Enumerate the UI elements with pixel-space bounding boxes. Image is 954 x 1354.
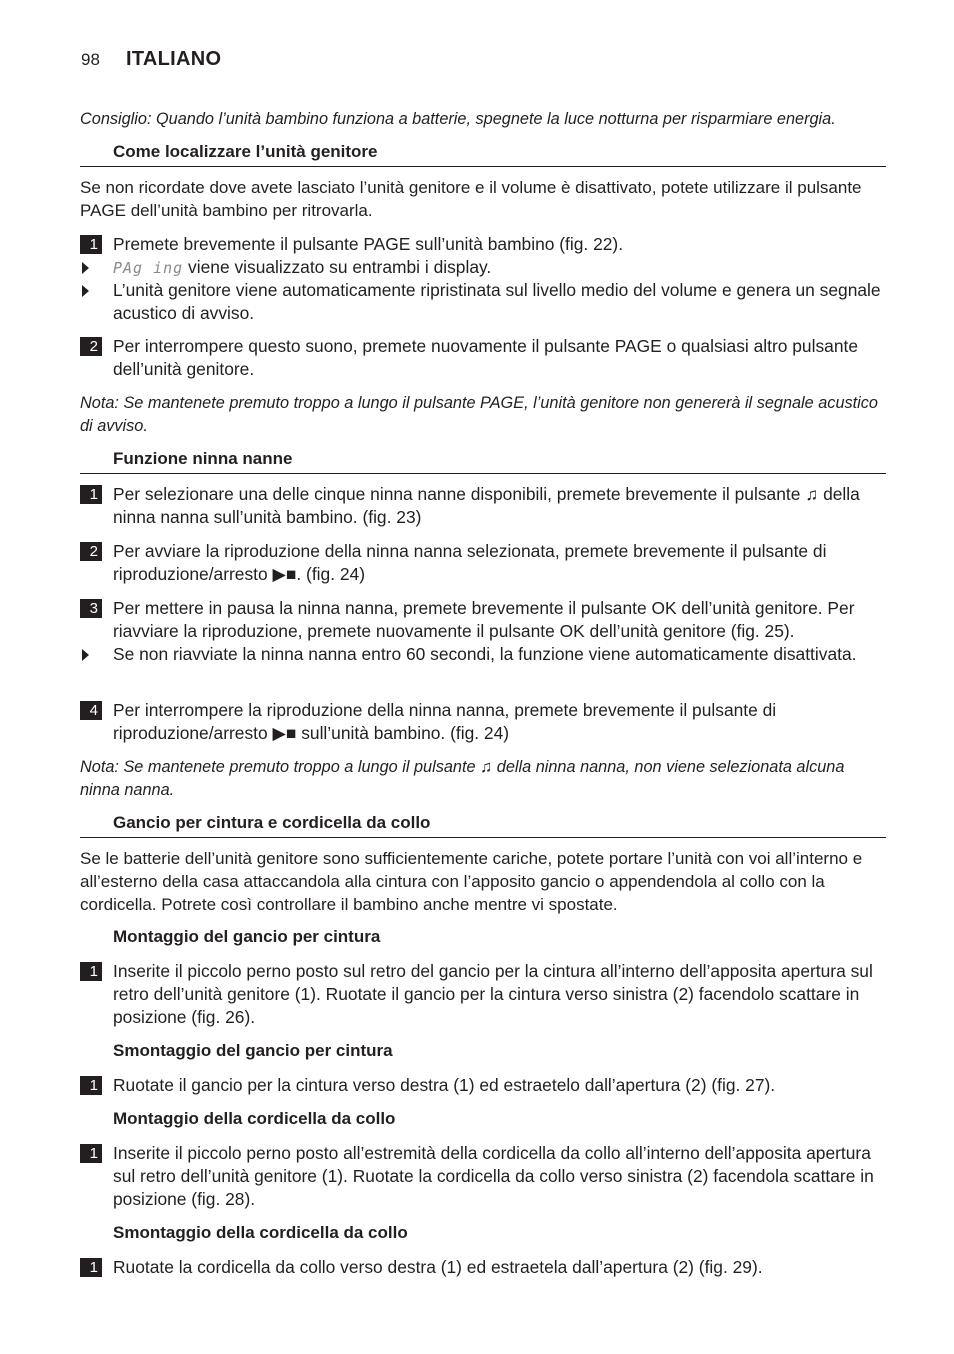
section-heading-locate — [80, 142, 886, 167]
section-title: Come localizzare l’unità genitore — [113, 142, 378, 161]
subsection-title: Montaggio della cordicella da collo — [113, 1109, 396, 1128]
step-text: Ruotate il gancio per la cintura verso destra (1) ed estraetelo dall’apertura (2) (fig. 27). — [113, 1075, 776, 1095]
step-number: 4 — [80, 701, 102, 720]
section-title: Gancio per cintura e cordicella da collo — [113, 813, 431, 832]
language-header: ITALIANO — [126, 48, 222, 70]
step-number: 3 — [80, 599, 102, 618]
bullet-text: L’unità genitore viene automaticamente ripristinata sul livello medio del volume e genera un segnale acustico di avviso. — [113, 280, 881, 323]
tip-text: Consiglio: Quando l’unità bambino funziona a batterie, spegnete la luce notturna per risparmiare energia. — [80, 110, 836, 128]
step-text: Per interrompere questo suono, premete nuovamente il pulsante PAGE o qualsiasi altro pulsante dell’unità genitore. — [113, 336, 859, 379]
step-text: Per selezionare una delle cinque ninna nanne disponibili, premete brevemente il pulsante ♫ della ninna nanna sull’unità bambino. (fig. 23) — [113, 484, 860, 527]
bullet-icon — [82, 262, 89, 274]
section-heading-belt-clip — [80, 813, 886, 838]
section-intro: Se non ricordate dove avete lasciato l’unità genitore e il volume è disattivato, potete utilizzare il pulsante PAGE dell’unità bambino per ritrovarla. — [80, 178, 862, 220]
subsection-title: Smontaggio della cordicella da collo — [113, 1223, 408, 1242]
note-text: Nota: Se mantenete premuto troppo a lungo il pulsante PAGE, l’unità genitore non genererà il segnale acustico di avviso. — [80, 394, 878, 435]
step-number: 2 — [80, 337, 102, 356]
step-text: Ruotate la cordicella da collo verso destra (1) ed estraetela dall’apertura (2) (fig. 29). — [113, 1257, 763, 1277]
subsection-title: Montaggio del gancio per cintura — [113, 927, 381, 946]
bullet-text: PAg ing viene visualizzato su entrambi i display. — [113, 257, 492, 277]
subsection-title: Smontaggio del gancio per cintura — [113, 1041, 393, 1060]
bullet-icon — [82, 285, 89, 297]
bullet-text: Se non riavviate la ninna nanna entro 60 secondi, la funzione viene automaticamente disattivata. — [113, 644, 857, 664]
step-text: Per interrompere la riproduzione della ninna nanna, premete brevemente il pulsante di riproduzione/arresto ▶■ sull’unità bambino. (fig. 24) — [113, 700, 777, 743]
page-number: 98 — [81, 50, 100, 69]
step-text: Inserite il piccolo perno posto sul retro del gancio per la cintura all’interno dell’apposita apertura sul retro dell’unità genitore (1). Ruotate il gancio per la cintura verso sinistra (2) facendolo scattare in posizione (fig. 26). — [113, 961, 873, 1027]
bullet-icon — [82, 649, 89, 661]
section-intro: Se le batterie dell’unità genitore sono sufficientemente cariche, potete portare l’unità con voi all’interno e all’esterno della casa attaccandola alla cintura con l’apposito gancio o appendendola al collo con la cordicella. Potrete così controllare il bambino anche mentre vi spostate. — [80, 849, 863, 914]
section-heading-lullaby — [80, 449, 886, 474]
lcd-display-text: PAg ing — [113, 259, 184, 277]
step-number: 2 — [80, 542, 102, 561]
step-number: 1 — [80, 485, 102, 504]
step-number: 1 — [80, 1076, 102, 1095]
note-text: Nota: Se mantenete premuto troppo a lungo il pulsante ♫ della ninna nanna, non viene selezionata alcuna ninna nanna. — [80, 758, 845, 799]
step-number: 1 — [80, 962, 102, 981]
step-number: 1 — [80, 235, 102, 254]
step-text: Premete brevemente il pulsante PAGE sull’unità bambino (fig. 22). — [113, 234, 624, 254]
step-text: Per mettere in pausa la ninna nanna, premete brevemente il pulsante OK dell’unità genitore. Per riavviare la riproduzione, premete nuovamente il pulsante OK dell’unità genitore (fig. 25). — [113, 598, 855, 641]
section-title: Funzione ninna nanne — [113, 449, 293, 468]
step-number: 1 — [80, 1258, 102, 1277]
step-number: 1 — [80, 1144, 102, 1163]
step-text: Inserite il piccolo perno posto all’estremità della cordicella da collo all’interno dell’apposita apertura sul retro dell’unità genitore (1). Ruotate la cordicella da collo verso sinistra (2) facendola scattare in posizione (fig. 28). — [113, 1143, 874, 1209]
step-text: Per avviare la riproduzione della ninna nanna selezionata, premete brevemente il pulsante di riproduzione/arresto ▶■. (fig. 24) — [113, 541, 827, 584]
